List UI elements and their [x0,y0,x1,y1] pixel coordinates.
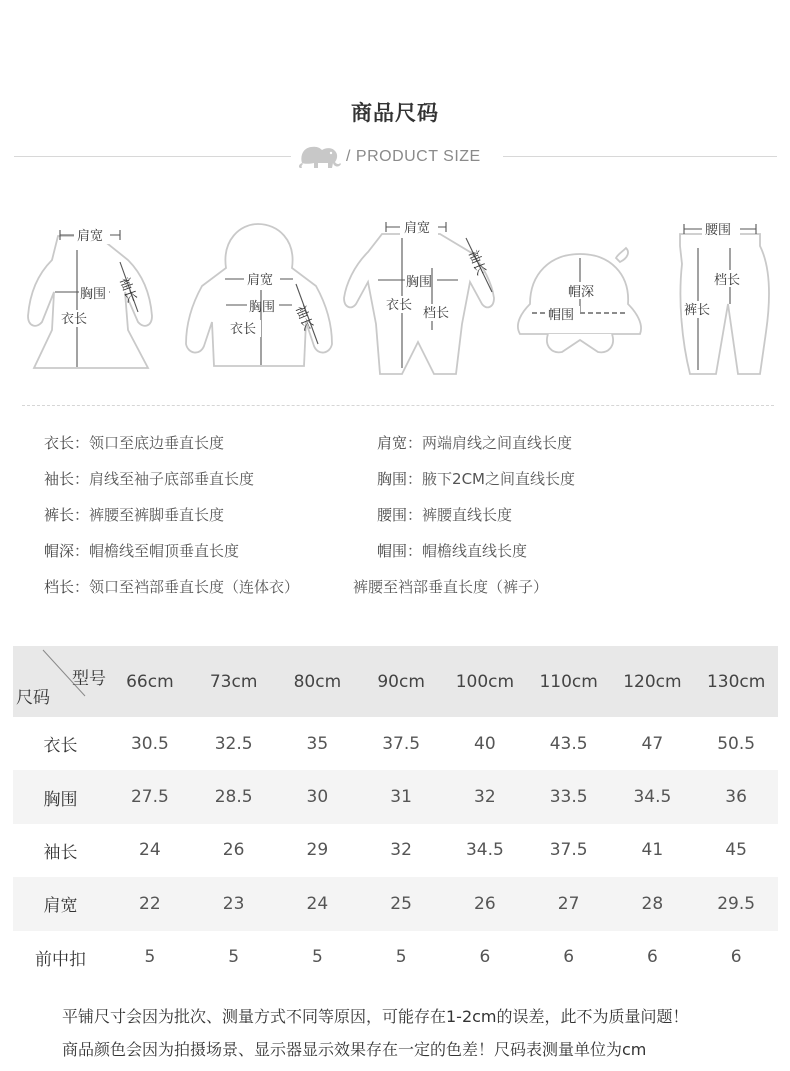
table-cell: 27 [557,893,580,914]
row-label: 前中扣 [35,949,86,970]
definition-key: 裤长 [44,506,75,524]
table-cell: 6 [479,947,491,968]
definition-text: 裤腰直线长度 [422,506,513,524]
table-cell: 22 [139,893,161,914]
table-cell: 6 [730,947,742,968]
table-cell: 43.5 [549,733,588,754]
table-row [13,717,778,770]
definition-key: 帽深 [44,542,75,560]
definition-sep: ： [407,470,423,488]
definition-key: 帽围 [377,542,408,560]
definition-item [44,576,299,597]
romper-sleeve-label: 袖长 [464,248,489,278]
hat-depth-label: 帽深 [568,285,595,300]
table-cell: 5 [144,947,156,968]
definition-sep: ： [407,506,423,524]
table-cell: 32.5 [214,733,253,754]
romper-shoulder-label: 肩宽 [404,221,431,236]
dress-shoulder-label: 肩宽 [77,229,104,244]
table-cell: 29.5 [717,893,756,914]
table-cell: 40 [474,733,496,754]
definition-sep: ： [74,470,90,488]
table-cell: 34.5 [465,840,504,861]
corner-size-label: 尺码 [16,688,50,708]
dress-length-label: 衣长 [61,312,88,327]
size-table-header-row [13,646,778,717]
definition-sep: ： [74,542,90,560]
table-row [13,877,778,930]
table-cell: 47 [641,733,664,754]
column-header: 100cm [455,671,515,692]
definition-key: 肩宽 [377,434,408,452]
table-cell: 37.5 [382,733,421,754]
pants-waist-label: 腰围 [705,223,732,238]
column-header: 66cm [126,671,174,692]
definition-key: 袖长 [44,470,75,488]
definition-item [377,504,512,525]
divider-left [14,156,291,157]
table-cell: 34.5 [633,787,672,808]
romper-crotch-label: 档长 [423,306,450,321]
table-cell: 29 [306,840,329,861]
definition-text: 领口至底边垂直长度 [89,434,225,452]
column-header: 110cm [539,671,598,692]
definition-text: 帽檐线直线长度 [422,542,528,560]
dress-sleeve-label: 袖长 [115,275,139,306]
page-subtitle: / PRODUCT SIZE [346,148,481,165]
page-title: 商品尺码 [351,101,439,125]
definition-text: 腋下2CM之间直线长度 [422,470,575,488]
definition-key: 胸围 [377,470,408,488]
romper-length-label: 衣长 [386,298,413,313]
table-cell: 6 [563,947,575,968]
size-table [13,646,778,984]
definition-key: 衣长 [44,434,75,452]
disclaimer-notes [62,1005,782,1071]
table-cell: 30.5 [130,733,169,754]
hoodie-shoulder-label: 肩宽 [247,273,274,288]
definition-sep: ： [407,434,423,452]
table-cell: 50.5 [717,733,756,754]
table-cell: 5 [395,947,407,968]
table-cell: 35 [306,733,329,754]
definition-sep: ： [74,506,90,524]
definition-sep: ： [407,542,423,560]
pants-length-label: 裤长 [684,303,711,318]
romper-illustration [344,218,494,374]
table-row [13,770,778,823]
romper-chest-label: 胸围 [406,275,433,290]
table-cell: 32 [474,787,496,808]
size-table-grid [13,646,778,984]
table-row [13,931,778,984]
table-cell: 41 [641,840,664,861]
definition-sep: ： [74,434,90,452]
column-header: 73cm [209,671,258,692]
row-label: 衣长 [43,736,78,757]
row-label: 袖长 [43,842,78,863]
definition-text: 帽檐线至帽顶垂直长度 [89,542,240,560]
elephant-icon [296,142,342,170]
hoodie-length-label: 衣长 [230,322,257,337]
hoodie-illustration [186,224,332,366]
definition-item [44,468,254,489]
definition-text: 两端肩线之间直线长度 [422,434,573,452]
row-label: 肩宽 [43,896,78,917]
column-header: 130cm [706,671,766,692]
table-cell: 36 [725,787,747,808]
column-header: 90cm [377,671,425,692]
dress-chest-label: 胸围 [80,287,107,302]
definition-key: 档长 [44,578,75,596]
pants-crotch-label: 档长 [714,273,741,288]
table-cell: 27.5 [130,787,169,808]
table-cell: 23 [222,893,245,914]
definition-item [377,432,572,453]
section-divider [22,405,774,406]
garment-illustrations [0,212,790,392]
table-cell: 28 [641,893,664,914]
table-cell: 33.5 [549,787,588,808]
definition-item [44,432,224,453]
hoodie-chest-label: 胸围 [249,300,276,315]
row-label: 胸围 [43,789,78,810]
table-cell: 24 [306,893,329,914]
hat-illustration [518,248,641,352]
definition-text: 领口至裆部垂直长度（连体衣） [89,578,300,596]
hat-circ-label: 帽围 [548,308,575,323]
note-color-difference: 商品颜色会因为拍摄场景、显示器显示效果存在一定的色差！尺码表测量单位为cm [62,1040,647,1059]
definition-sep: ： [74,578,90,596]
corner-model-label: 型号 [72,669,106,689]
subtitle-row [0,142,790,172]
table-cell: 31 [390,787,412,808]
pants-illustration [680,220,769,374]
table-cell: 5 [228,947,240,968]
table-corner-cell [13,646,108,717]
table-row [13,824,778,877]
table-cell: 28.5 [214,787,253,808]
column-header: 120cm [623,671,682,692]
divider-right [503,156,777,157]
definition-item [44,504,224,525]
table-cell: 45 [725,840,747,861]
dress-illustration [28,226,152,368]
table-cell: 5 [311,947,323,968]
table-cell: 32 [390,840,412,861]
definition-item [377,468,575,489]
note-measurement-error: 平铺尺寸会因为批次、测量方式不同等原因，可能存在1-2cm的误差，此不为质量问题！ [62,1007,689,1026]
table-cell: 30 [306,787,329,808]
table-cell: 24 [139,840,161,861]
definition-item [377,540,527,561]
hoodie-sleeve-label: 袖长 [291,303,316,334]
definition-item [44,540,239,561]
table-cell: 26 [474,893,496,914]
definition-item [353,576,548,597]
table-cell: 25 [390,893,412,914]
table-cell: 37.5 [549,840,588,861]
definition-text: 肩线至袖子底部垂直长度 [89,470,255,488]
definition-text: 裤腰至裤脚垂直长度 [89,506,225,524]
definition-text: 裤腰至裆部垂直长度（裤子） [353,578,549,596]
column-header: 80cm [293,671,342,692]
definition-key: 腰围 [377,506,408,524]
table-cell: 6 [646,947,658,968]
table-cell: 26 [222,840,245,861]
